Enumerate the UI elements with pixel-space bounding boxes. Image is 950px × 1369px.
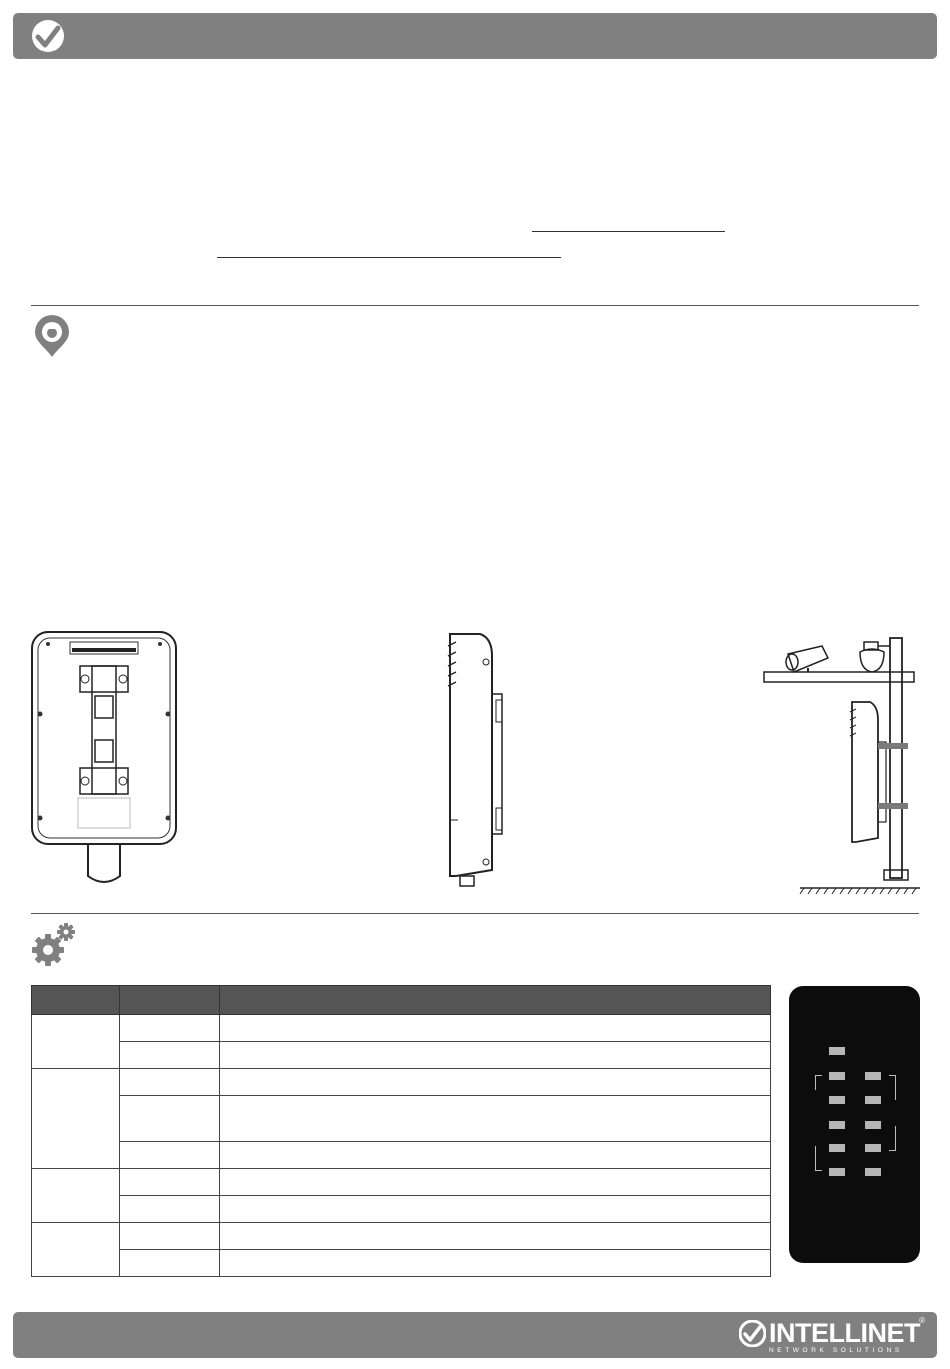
table-cell (220, 1096, 771, 1142)
led-lamp (829, 1121, 845, 1129)
table-cell (220, 1169, 771, 1196)
intellinet-logo-icon (739, 1320, 766, 1347)
brand-name: INTELLINET (769, 1318, 920, 1348)
registered-mark: ® (919, 1316, 925, 1325)
table-cell (120, 1015, 220, 1042)
bracket-mark (889, 1126, 896, 1151)
led-panel (789, 986, 920, 1263)
table-cell (120, 1196, 220, 1223)
led-lamp (829, 1096, 845, 1104)
table-cell (120, 1069, 220, 1096)
table-cell (32, 1069, 120, 1169)
pole-mount-illustration (760, 632, 920, 894)
table-header (32, 986, 771, 1015)
table-cell (220, 1069, 771, 1096)
table-cell (220, 1015, 771, 1042)
table-cell (220, 1250, 771, 1277)
table-row (32, 1069, 771, 1096)
brand-tagline: NETWORK SOLUTIONS (769, 1347, 903, 1354)
table-row (32, 1196, 771, 1223)
led-lamp (865, 1121, 881, 1129)
header-bar (13, 13, 937, 59)
column-header (220, 986, 771, 1015)
table-cell (220, 1223, 771, 1250)
brand-logo (739, 1316, 925, 1354)
section-divider (31, 913, 919, 914)
hyperlink-underline[interactable] (217, 257, 561, 258)
bracket-mark (815, 1075, 822, 1090)
bracket-mark (889, 1075, 896, 1100)
table-cell (220, 1042, 771, 1069)
table-cell (120, 1096, 220, 1142)
column-header (32, 986, 120, 1015)
led-lamp (829, 1144, 845, 1152)
led-lamp (865, 1144, 881, 1152)
led-lamp (829, 1047, 845, 1055)
led-lamp (865, 1072, 881, 1080)
table-cell (120, 1142, 220, 1169)
table-row (32, 1015, 771, 1042)
table-row (32, 1250, 771, 1277)
table-row (32, 1169, 771, 1196)
section-divider (31, 305, 919, 306)
footer-bar (13, 1312, 937, 1358)
led-lamp (865, 1168, 881, 1176)
table-row (32, 1042, 771, 1069)
table-row (32, 1096, 771, 1142)
table-cell (32, 1223, 120, 1277)
table-cell (220, 1196, 771, 1223)
table-cell (32, 1015, 120, 1069)
led-lamp (865, 1096, 881, 1104)
table-cell (32, 1169, 120, 1223)
location-pin-icon (32, 314, 72, 358)
device-side-view (440, 632, 510, 890)
table-cell (120, 1250, 220, 1277)
bracket-mark (815, 1146, 822, 1171)
table-row (32, 1142, 771, 1169)
device-back-view (30, 630, 180, 885)
check-icon (31, 19, 65, 53)
table-cell (220, 1142, 771, 1169)
hyperlink-underline[interactable] (532, 231, 725, 232)
led-lamp (829, 1168, 845, 1176)
table-cell (120, 1042, 220, 1069)
column-header (120, 986, 220, 1015)
table-row (32, 1223, 771, 1250)
table-cell (120, 1223, 220, 1250)
led-lamp (829, 1072, 845, 1080)
led-table (31, 985, 771, 1277)
table-cell (120, 1169, 220, 1196)
gears-icon (30, 922, 76, 968)
